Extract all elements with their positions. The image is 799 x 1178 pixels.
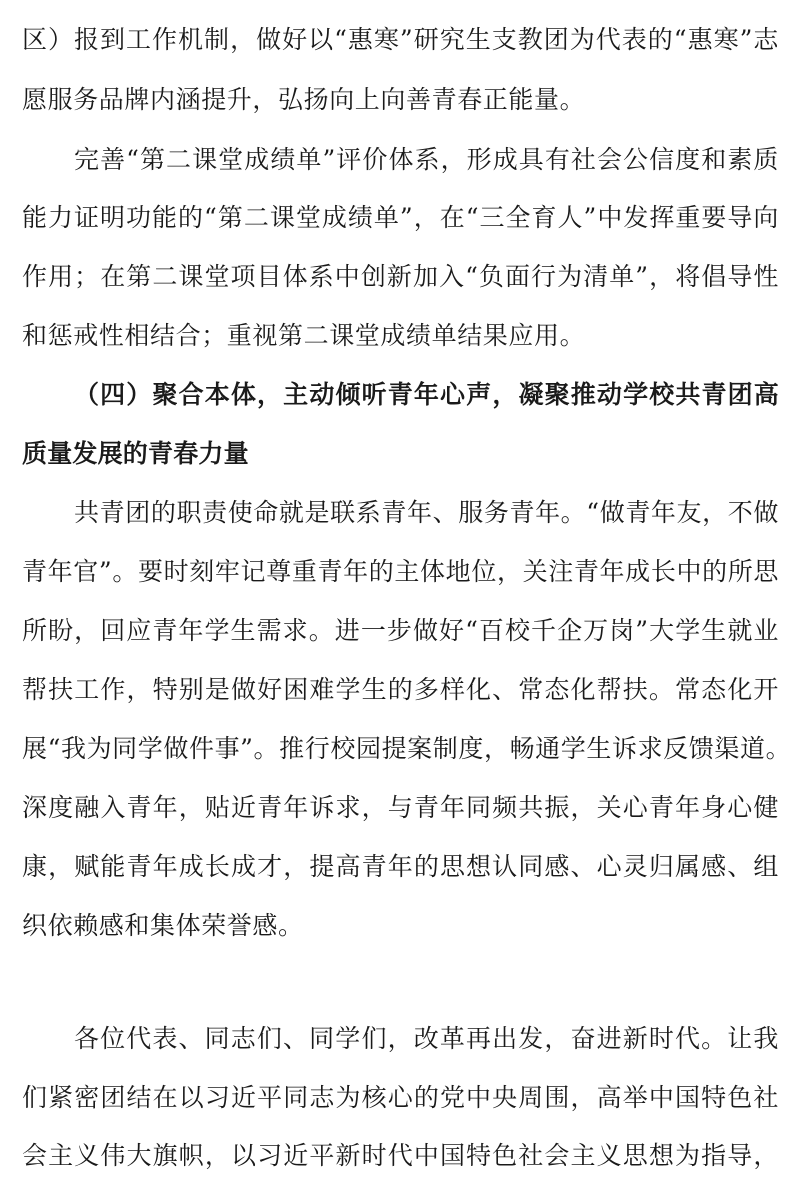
- text-line: 能力证明功能的“第二课堂成绩单”，在“三全育人”中发挥重要导向: [22, 203, 779, 232]
- text-line: 们紧密团结在以习近平同志为核心的党中央周围，高举中国特色社: [22, 1083, 779, 1112]
- text-line: 青年官”。要时刻牢记尊重青年的主体地位，关注青年成长中的所思: [22, 557, 779, 586]
- text-line: 康，赋能青年成长成才，提高青年的思想认同感、心灵归属感、组: [22, 852, 779, 881]
- text-line: 愿服务品牌内涵提升，弘扬向上向善青春正能量。: [22, 85, 586, 114]
- section-heading-continued: 质量发展的青春力量: [22, 439, 249, 468]
- text-line: 所盼，回应青年学生需求。进一步做好“百校千企万岗”大学生就业: [22, 616, 779, 645]
- text-line: 各位代表、同志们、同学们，改革再出发，奋进新时代。让我: [74, 1024, 779, 1053]
- section-heading: （四）聚合本体，主动倾听青年心声，凝聚推动学校共青团高: [74, 380, 779, 409]
- text-line: 和惩戒性相结合；重视第二课堂成绩单结果应用。: [22, 321, 586, 350]
- text-line: 作用；在第二课堂项目体系中创新加入“负面行为清单”，将倡导性: [22, 262, 779, 291]
- text-line: 区）报到工作机制，做好以“惠寒”研究生支教团为代表的“惠寒”志: [22, 25, 779, 54]
- text-line: 共青团的职责使命就是联系青年、服务青年。“做青年友，不做: [74, 498, 779, 527]
- text-line: 展“我为同学做件事”。推行校园提案制度，畅通学生诉求反馈渠道。: [22, 734, 792, 763]
- text-line: 织依赖感和集体荣誉感。: [22, 911, 304, 940]
- text-line: 帮扶工作，特别是做好困难学生的多样化、常态化帮扶。常态化开: [22, 675, 779, 704]
- text-line: 会主义伟大旗帜，以习近平新时代中国特色社会主义思想为指导，: [22, 1141, 779, 1170]
- text-line: 完善“第二课堂成绩单”评价体系，形成具有社会公信度和素质: [74, 145, 779, 174]
- text-line: 深度融入青年，贴近青年诉求，与青年同频共振，关心青年身心健: [22, 793, 779, 822]
